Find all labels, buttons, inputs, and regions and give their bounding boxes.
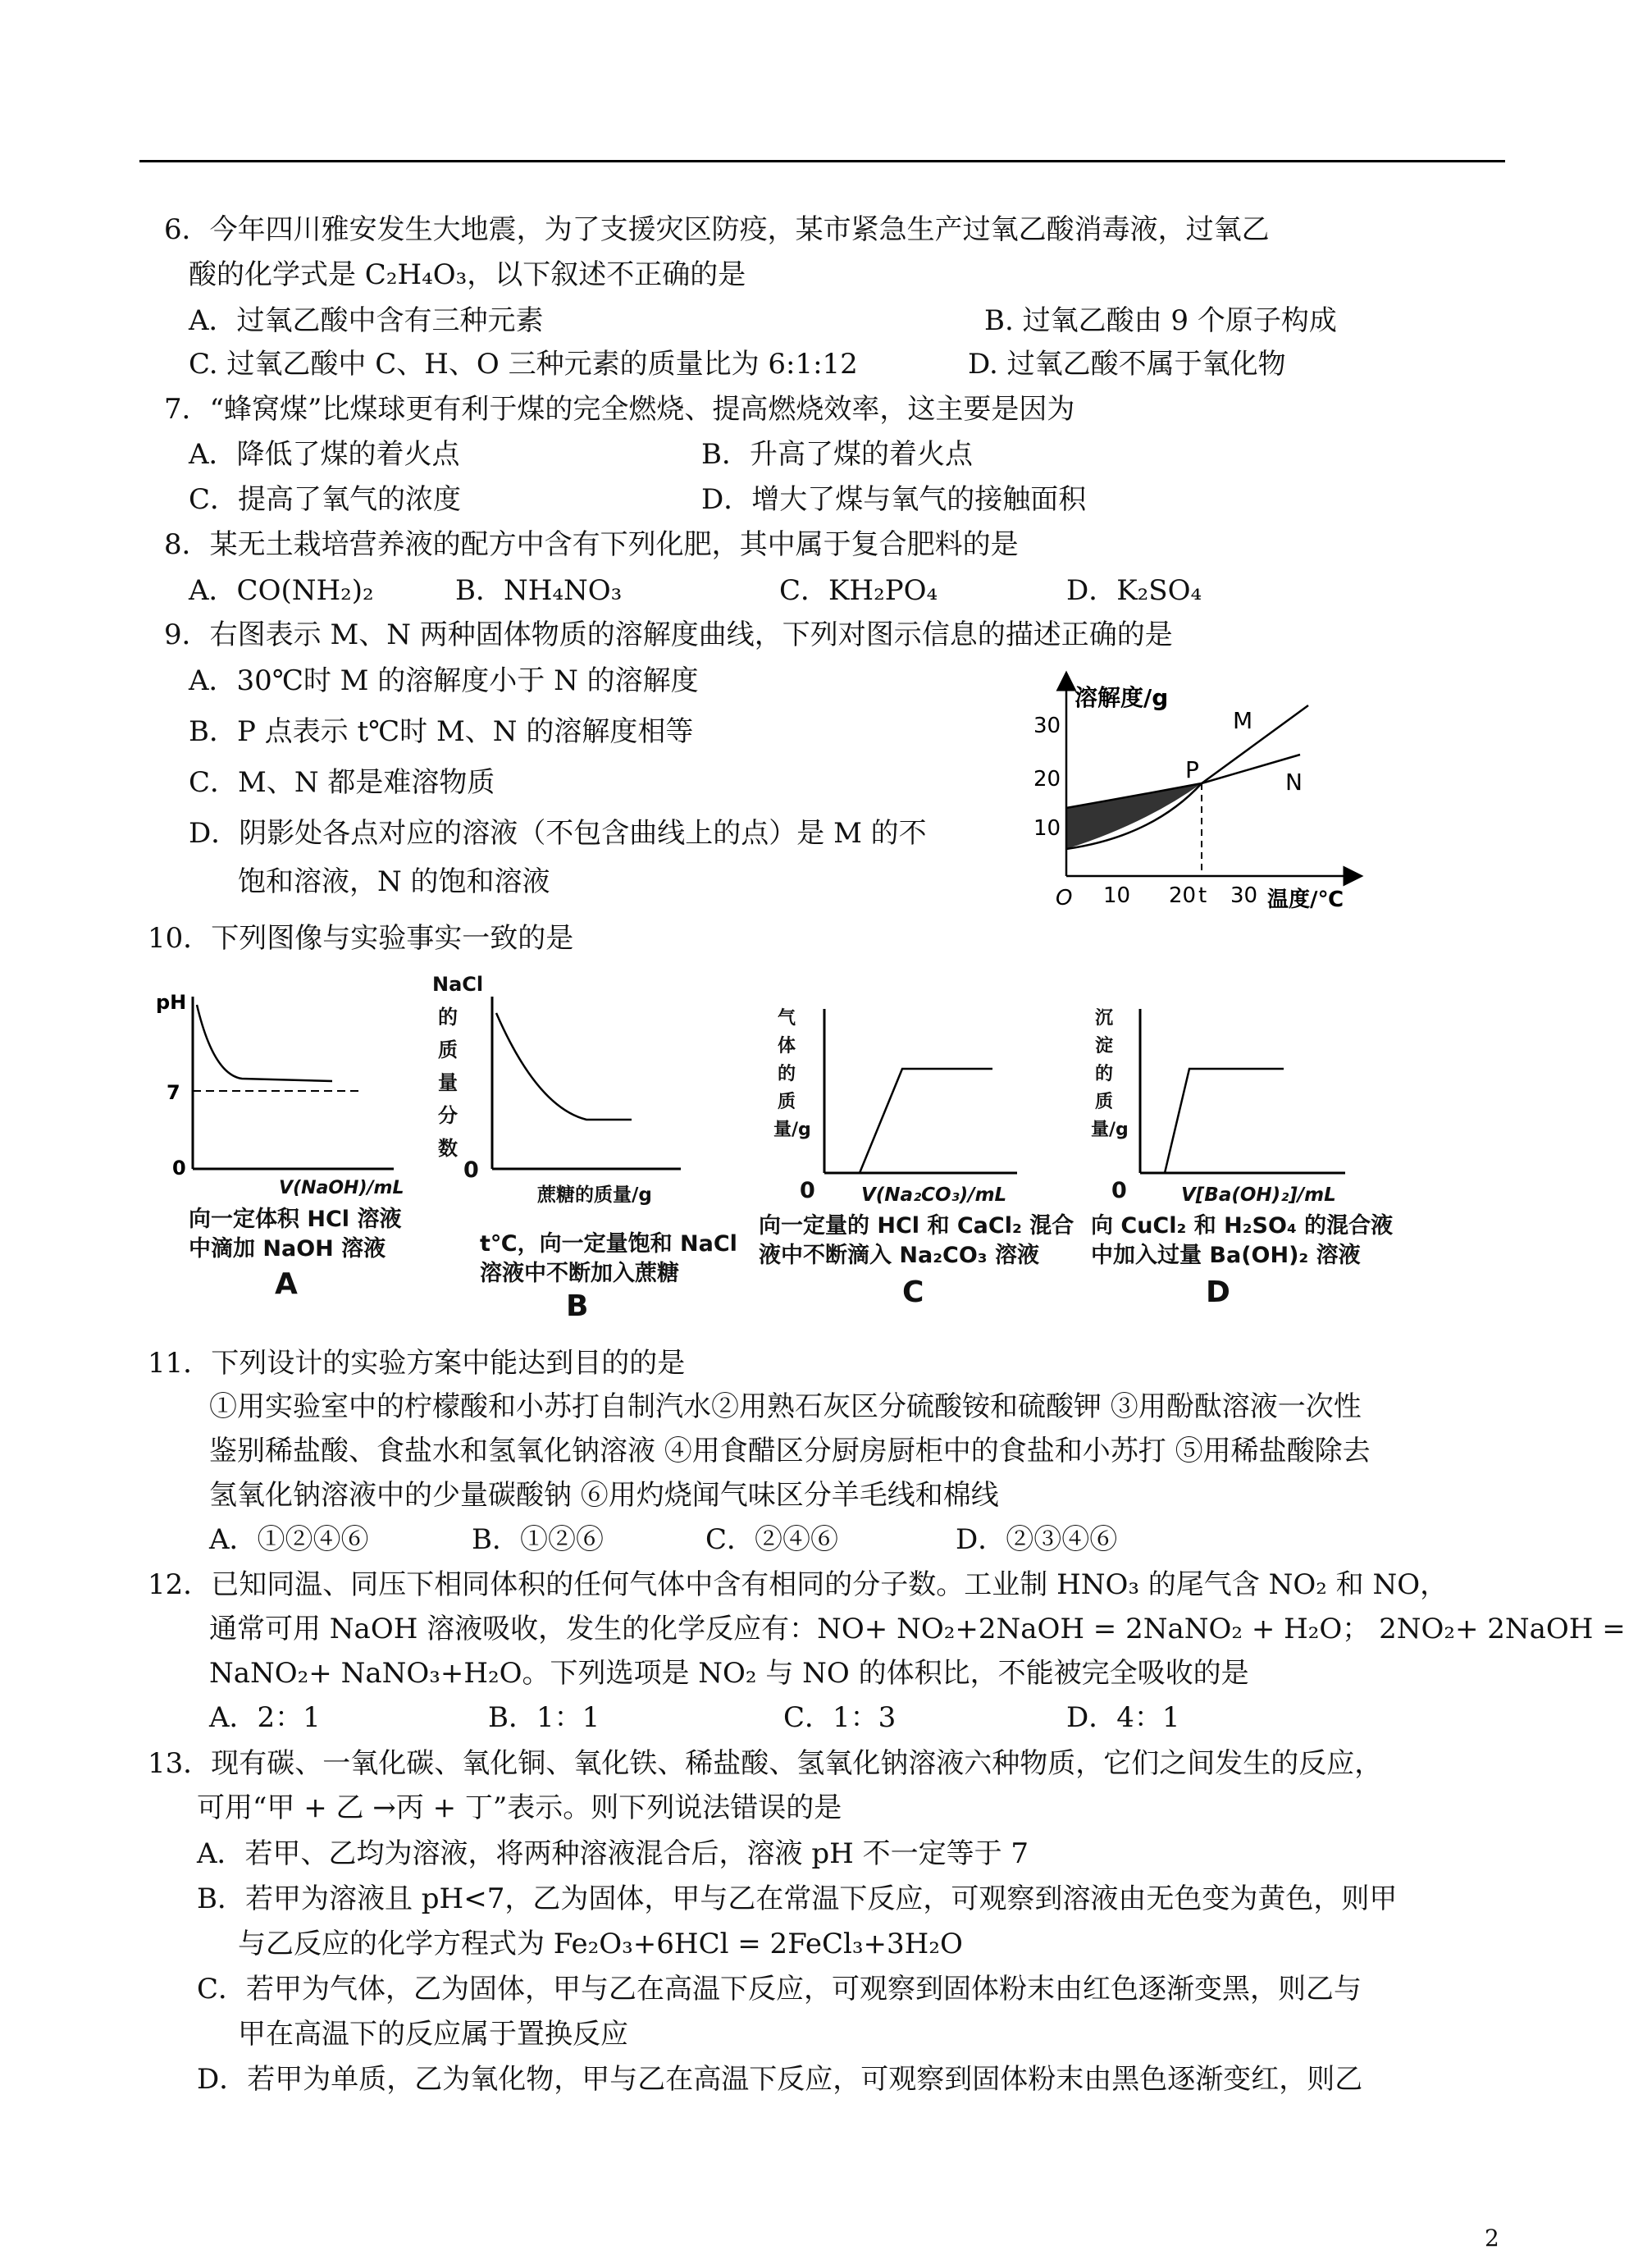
q8-option-b: B．NH₄NO₃ <box>455 574 623 607</box>
q9-ytick-10: 10 <box>1033 816 1061 841</box>
q9-label-n: N <box>1285 769 1303 796</box>
q10-d-xaxis: V[Ba(OH)₂]/mL <box>1181 1184 1336 1206</box>
q7-option-d: D．增大了煤与氧气的接触面积 <box>701 483 1087 516</box>
q13-line2: 可用“甲 + 乙 →丙 + 丁”表示。则下列说法错误的是 <box>197 1791 842 1824</box>
q10-d-caption2: 中加入过量 Ba(OH)₂ 溶液 <box>1091 1243 1361 1268</box>
q9-xtick-t: t <box>1198 883 1207 908</box>
q7-option-b: B．升高了煤的着火点 <box>701 438 973 471</box>
q10-b-caption1: t℃，向一定量饱和 NaCl <box>480 1231 737 1257</box>
q12-line1: 12．已知同温、同压下相同体积的任何气体中含有相同的分子数。工业制 HNO₃ 的尾气含 NO₂ 和 NO， <box>148 1568 1449 1601</box>
q10-c-caption1: 向一定量的 HCl 和 CaCl₂ 混合 <box>759 1213 1075 1239</box>
q8-stem: 8．某无土栽培营养液的配方中含有下列化肥，其中属于复合肥料的是 <box>164 528 1019 561</box>
q10-b-xaxis: 蔗糖的质量/g <box>537 1184 652 1206</box>
q9-ylabel: 溶解度/g <box>1075 684 1169 711</box>
q10-a-curve <box>197 1005 332 1081</box>
q9-xtick-30: 30 <box>1230 883 1258 908</box>
q6-option-b: B. 过氧乙酸由 9 个原子构成 <box>984 304 1337 337</box>
q7-option-a: A．降低了煤的着火点 <box>189 438 460 471</box>
header-rule <box>139 160 1505 162</box>
q10-b-origin: 0 <box>463 1157 479 1183</box>
q10-b-letter: B <box>566 1289 589 1323</box>
q10-c-xaxis: V(Na₂CO₃)/mL <box>861 1184 1007 1206</box>
q10-graph-c <box>804 1005 1025 1185</box>
q10-c-letter: C <box>902 1275 924 1309</box>
q10-d-curve <box>1140 1069 1284 1173</box>
q8-option-d: D．K₂SO₄ <box>1066 574 1202 607</box>
q10-c-curve <box>860 1069 992 1173</box>
q11-option-b: B．①②⑥ <box>472 1523 604 1556</box>
q9-ytick-30: 30 <box>1033 714 1061 738</box>
q6-option-c: C. 过氧乙酸中 C、H、O 三种元素的质量比为 6:1:12 <box>189 348 858 381</box>
q11-stem: 11．下列设计的实验方案中能达到目的的是 <box>148 1347 686 1380</box>
q9-option-a: A．30℃时 M 的溶解度小于 N 的溶解度 <box>189 664 699 697</box>
q6-stem-line2: 酸的化学式是 C₂H₄O₃，以下叙述不正确的是 <box>189 258 746 291</box>
q6-option-a: A．过氧乙酸中含有三种元素 <box>189 304 544 337</box>
q10-d-origin: 0 <box>1111 1178 1127 1203</box>
q10-a-origin: 0 <box>172 1157 186 1180</box>
q10-a-letter: A <box>275 1267 298 1301</box>
q9-point-p: P <box>1185 756 1199 783</box>
q10-graph-b <box>472 993 685 1181</box>
q10-graph-d <box>1120 1005 1353 1185</box>
q10-stem: 10．下列图像与实验事实一致的是 <box>148 922 574 955</box>
q11-line2: 鉴别稀盐酸、食盐水和氢氧化钠溶液 ④用食醋区分厨房厨柜中的食盐和小苏打 ⑤用稀盐酸除去 <box>209 1435 1371 1467</box>
q12-option-b: B．1：1 <box>488 1701 600 1734</box>
q10-a-y7: 7 <box>167 1081 180 1104</box>
q13-option-c-line1: C．若甲为气体，乙为固体，甲与乙在高温下反应，可观察到固体粉末由红色逐渐变黑，则乙与 <box>197 1973 1362 2006</box>
q9-xlabel: 温度/℃ <box>1267 888 1344 910</box>
q10-b-yaxis: NaCl的质量分数 <box>432 973 484 1160</box>
q8-option-c: C．KH₂PO₄ <box>779 574 938 607</box>
q9-xtick-10: 10 <box>1103 883 1131 908</box>
q10-d-letter: D <box>1206 1275 1230 1309</box>
q13-option-d-line1: D．若甲为单质，乙为氧化物，甲与乙在高温下反应，可观察到固体粉末由黑色逐渐变红，则乙 <box>197 2063 1363 2096</box>
q7-stem: 7．“蜂窝煤”比煤球更有利于煤的完全燃烧、提高燃烧效率，这主要是因为 <box>164 393 1075 426</box>
q12-option-a: A．2：1 <box>209 1701 321 1734</box>
q13-option-b-line1: B．若甲为溶液且 pH<7，乙为固体，甲与乙在常温下反应，可观察到溶液由无色变为黄色，则甲 <box>197 1882 1398 1915</box>
q10-a-yaxis: pH <box>156 991 187 1014</box>
q12-line2: 通常可用 NaOH 溶液吸收，发生的化学反应有：NO+ NO₂+2NaOH = 2NaNO₂ + H₂O； 2NO₂+ 2NaOH = <box>209 1613 1626 1645</box>
q10-a-caption1: 向一定体积 HCl 溶液 <box>189 1207 402 1232</box>
q10-b-curve <box>496 1013 632 1120</box>
q13-option-c-line2: 甲在高温下的反应属于置换反应 <box>238 2018 628 2051</box>
q9-solubility-graph <box>1029 664 1374 910</box>
q13-line1: 13．现有碳、一氧化碳、氧化铜、氧化铁、稀盐酸、氢氧化钠溶液六种物质，它们之间发生的反应， <box>148 1747 1383 1780</box>
q10-a-xaxis: V(NaOH)/mL <box>279 1178 404 1198</box>
q9-option-c: C．M、N 都是难溶物质 <box>189 766 495 799</box>
q10-a-caption2: 中滴加 NaOH 溶液 <box>189 1236 386 1262</box>
q12-line3: NaNO₂+ NaNO₃+H₂O。下列选项是 NO₂ 与 NO 的体积比，不能被完全吸收的是 <box>209 1657 1249 1690</box>
q13-option-a: A．若甲、乙均为溶液，将两种溶液混合后，溶液 pH 不一定等于 7 <box>197 1837 1029 1870</box>
q10-d-yaxis: 沉淀的质量/g <box>1091 1008 1129 1140</box>
q11-option-c: C．②④⑥ <box>705 1523 839 1556</box>
q9-xtick-20: 20 <box>1169 883 1197 908</box>
q6-option-d: D. 过氧乙酸不属于氧化物 <box>968 348 1286 381</box>
q7-option-c: C．提高了氧气的浓度 <box>189 483 462 516</box>
q9-option-d-line2: 饱和溶液，N 的饱和溶液 <box>238 865 550 898</box>
q10-c-origin: 0 <box>800 1178 815 1203</box>
q9-shaded-region <box>1066 783 1202 849</box>
q6-stem-line1: 6．今年四川雅安发生大地震，为了支援灾区防疫，某市紧急生产过氧乙酸消毒液，过氧乙 <box>164 213 1270 246</box>
q10-c-yaxis: 气体的质量/g <box>773 1008 811 1140</box>
page-number: 2 <box>1485 2225 1499 2252</box>
q10-graph-a <box>152 984 398 1181</box>
q11-option-d: D．②③④⑥ <box>956 1523 1118 1556</box>
q9-stem: 9．右图表示 M、N 两种固体物质的溶解度曲线，下列对图示信息的描述正确的是 <box>164 618 1173 651</box>
q12-option-c: C．1：3 <box>783 1701 897 1734</box>
q9-origin: O <box>1056 886 1073 910</box>
q11-line1: ①用实验室中的柠檬酸和小苏打自制汽水②用熟石灰区分硫酸铵和硫酸钾 ③用酚酞溶液一次性 <box>209 1390 1362 1423</box>
q9-ytick-20: 20 <box>1033 767 1061 792</box>
q9-label-m: M <box>1233 707 1253 734</box>
q10-d-caption1: 向 CuCl₂ 和 H₂SO₄ 的混合液 <box>1091 1213 1394 1239</box>
q11-line3: 氢氧化钠溶液中的少量碳酸钠 ⑥用灼烧闻气味区分羊毛线和棉线 <box>209 1479 999 1512</box>
q13-option-b-line2: 与乙反应的化学方程式为 Fe₂O₃+6HCl = 2FeCl₃+3H₂O <box>238 1928 963 1960</box>
q10-c-caption2: 液中不断滴入 Na₂CO₃ 溶液 <box>759 1243 1040 1268</box>
q12-option-d: D．4：1 <box>1066 1701 1180 1734</box>
q9-option-d-line1: D．阴影处各点对应的溶液（不包含曲线上的点）是 M 的不 <box>189 817 927 850</box>
q10-b-caption2: 溶液中不断加入蔗糖 <box>480 1261 679 1286</box>
q9-option-b: B．P 点表示 t℃时 M、N 的溶解度相等 <box>189 715 694 748</box>
q8-option-a: A．CO(NH₂)₂ <box>189 574 374 607</box>
q11-option-a: A．①②④⑥ <box>209 1523 369 1556</box>
